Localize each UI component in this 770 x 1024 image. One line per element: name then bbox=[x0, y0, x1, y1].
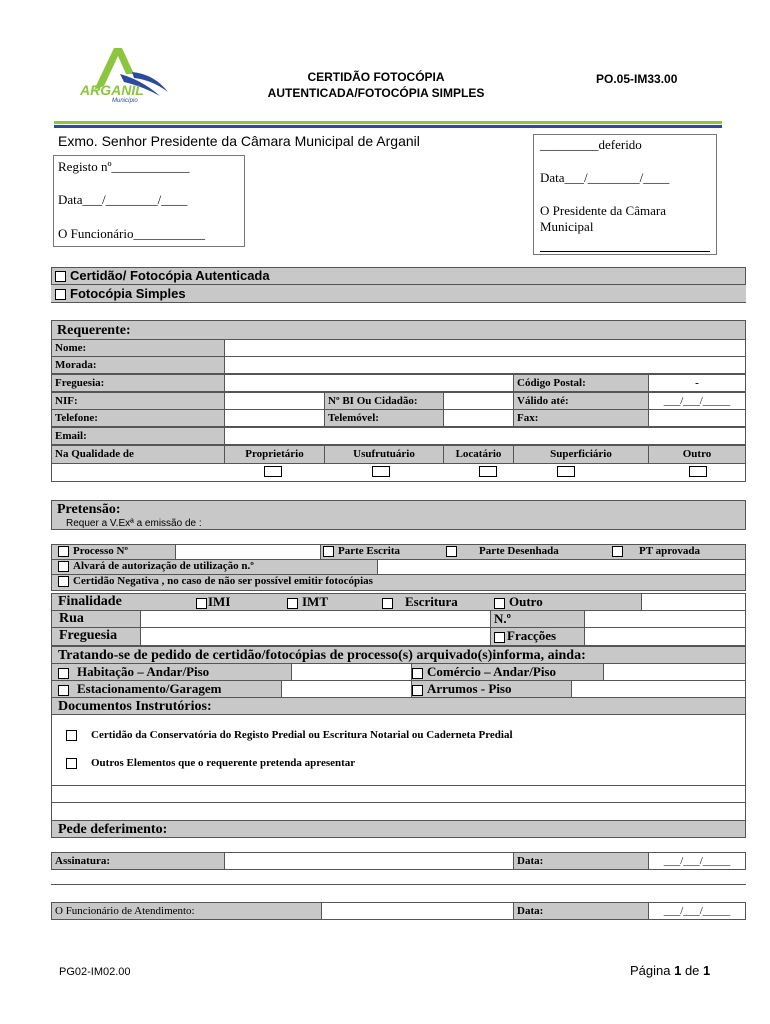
nif-label: NIF: bbox=[51, 392, 225, 410]
checkbox[interactable] bbox=[494, 632, 505, 643]
pede-title: Pede deferimento: bbox=[58, 822, 168, 837]
comercio-text: Comércio – Andar/Piso bbox=[427, 664, 557, 679]
requerente-title: Requerente: bbox=[57, 323, 131, 338]
deferido-field[interactable]: _________deferido bbox=[540, 137, 642, 152]
arrumos-input[interactable] bbox=[571, 680, 746, 698]
checkbox[interactable] bbox=[58, 561, 69, 572]
tratando-text: Tratando-se de pedido de certidão/fotocópias de processo(s) arquivado(s)informa, ainda: bbox=[58, 648, 586, 663]
qualidade-label: Na Qualidade de bbox=[51, 445, 225, 464]
documentos-header bbox=[51, 697, 746, 715]
freguesia-input[interactable] bbox=[224, 374, 514, 392]
bi-input[interactable] bbox=[443, 392, 514, 410]
checkbox[interactable] bbox=[494, 598, 505, 609]
finalidade-label: Finalidade bbox=[58, 594, 122, 609]
documento-item-1 bbox=[66, 729, 513, 741]
telemovel-input[interactable] bbox=[443, 409, 514, 427]
valido-label: Válido até: bbox=[513, 392, 649, 410]
title-line-1: CERTIDÃO FOTOCÓPIA bbox=[307, 70, 445, 84]
registo-field[interactable]: Registo nº____________ bbox=[58, 159, 190, 174]
pretensao-title: Pretensão: bbox=[57, 502, 121, 517]
habitacao-text: Habitação – Andar/Piso bbox=[77, 664, 210, 679]
page-number bbox=[630, 963, 710, 978]
estacionamento-text: Estacionamento/Garagem bbox=[77, 681, 222, 696]
assinatura-input[interactable] bbox=[224, 852, 514, 870]
checkbox[interactable] bbox=[382, 598, 393, 609]
checkbox[interactable] bbox=[66, 758, 77, 769]
page-prefix: Página bbox=[630, 963, 675, 978]
imt-text: IMT bbox=[302, 594, 328, 609]
nome-input[interactable] bbox=[224, 339, 746, 357]
documento-item-2-text: Outros Elementos que o requerente pretenda apresentar bbox=[91, 757, 356, 769]
habitacao-label bbox=[58, 664, 209, 680]
document-code: PO.05-IM33.00 bbox=[596, 72, 678, 86]
presidente-label: O Presidente da Câmara Municipal bbox=[540, 203, 666, 234]
alvara-text: Alvará de autorização de utilização n.º bbox=[73, 560, 254, 572]
nome-label: Nome: bbox=[51, 339, 225, 357]
alvara-label bbox=[58, 560, 254, 572]
checkbox[interactable] bbox=[287, 598, 298, 609]
escritura-text: Escritura bbox=[405, 594, 458, 609]
pretensao-header bbox=[51, 500, 746, 530]
deferido-box bbox=[533, 134, 717, 255]
telefone-input[interactable] bbox=[224, 409, 325, 427]
checkbox[interactable] bbox=[412, 685, 423, 696]
usufrutuario-checkbox[interactable] bbox=[372, 466, 390, 477]
numero-input[interactable] bbox=[584, 610, 746, 628]
morada-label: Morada: bbox=[51, 356, 225, 374]
bi-label: Nº BI Ou Cidadão: bbox=[324, 392, 444, 410]
outro-option bbox=[494, 594, 543, 610]
imt-option bbox=[287, 594, 328, 610]
alvara-input[interactable] bbox=[377, 559, 746, 575]
processo-input[interactable] bbox=[175, 544, 321, 560]
estacionamento-input[interactable] bbox=[281, 680, 412, 698]
option-simples-row[interactable] bbox=[51, 285, 746, 303]
checkbox[interactable] bbox=[58, 576, 69, 587]
parte-desenhada-label bbox=[446, 545, 559, 557]
qualidade-proprietario: Proprietário bbox=[224, 445, 325, 464]
checkbox[interactable] bbox=[196, 598, 207, 609]
arrumos-text: Arrumos - Piso bbox=[427, 681, 512, 696]
parte-desenhada-text: Parte Desenhada bbox=[479, 545, 559, 557]
checkbox[interactable] bbox=[58, 668, 69, 679]
requerente-header bbox=[51, 320, 746, 340]
outro-text: Outro bbox=[509, 594, 543, 609]
email-label: Email: bbox=[51, 427, 225, 445]
logo-subtext: Município bbox=[112, 98, 138, 104]
documentos-title: Documentos Instrutórios: bbox=[58, 699, 212, 714]
fraccoes-label bbox=[490, 627, 585, 646]
comercio-label bbox=[412, 664, 556, 680]
qualidade-checkbox-row bbox=[51, 463, 746, 482]
documento-item-1-text: Certidão da Conservatória do Registo Predial ou Escritura Notarial ou Caderneta Predial bbox=[91, 729, 513, 741]
telemovel-label: Telemóvel: bbox=[324, 409, 444, 427]
checkbox[interactable] bbox=[66, 730, 77, 741]
funcionario-atendimento-label: O Funcionário de Atendimento: bbox=[51, 902, 322, 920]
checkbox[interactable] bbox=[55, 289, 66, 300]
superficiario-checkbox[interactable] bbox=[557, 466, 575, 477]
habitacao-input[interactable] bbox=[291, 663, 412, 681]
funcionario-atendimento-input[interactable] bbox=[321, 902, 514, 920]
pede-header bbox=[51, 820, 746, 838]
qualidade-superficiario: Superficiário bbox=[513, 445, 649, 464]
outro-checkbox[interactable] bbox=[689, 466, 707, 477]
negativa-text: Certidão Negativa , no caso de não ser possível emitir fotocópias bbox=[73, 575, 373, 587]
negativa-label bbox=[58, 575, 373, 587]
numero-label: N.º bbox=[490, 610, 585, 628]
header-rule-blue bbox=[54, 125, 722, 128]
comercio-input[interactable] bbox=[603, 663, 746, 681]
checkbox[interactable] bbox=[55, 271, 66, 282]
option-simples-label: Fotocópia Simples bbox=[70, 286, 186, 301]
pt-aprovada-text: PT aprovada bbox=[639, 545, 701, 557]
documentos-blank-1[interactable] bbox=[51, 785, 746, 803]
header-rule-green bbox=[54, 121, 722, 124]
pret-freguesia-label: Freguesia bbox=[51, 627, 141, 646]
escritura-option bbox=[382, 594, 458, 610]
pt-aprovada-label bbox=[612, 545, 700, 557]
logo-text: ARGANIL bbox=[80, 82, 144, 98]
codigo-postal-input[interactable]: - bbox=[648, 374, 746, 392]
telefone-label: Telefone: bbox=[51, 409, 225, 427]
option-autenticada-row[interactable] bbox=[51, 267, 746, 285]
fraccoes-input[interactable] bbox=[584, 627, 746, 646]
tratando-row bbox=[51, 646, 746, 664]
funcionario-data-label: Data: bbox=[513, 902, 649, 920]
registo-box bbox=[53, 155, 245, 247]
morada-input[interactable] bbox=[224, 356, 746, 374]
rua-input[interactable] bbox=[140, 610, 491, 628]
rua-label: Rua bbox=[51, 610, 141, 628]
page-current: 1 bbox=[674, 963, 682, 978]
locatario-checkbox[interactable] bbox=[479, 466, 497, 477]
option-autenticada-label: Certidão/ Fotocópia Autenticada bbox=[70, 268, 270, 283]
assinatura-data-label: Data: bbox=[513, 852, 649, 870]
assinatura-data-input[interactable]: ___/___/_____ bbox=[648, 852, 746, 870]
page-mid: de bbox=[681, 963, 704, 978]
funcionario-data-input[interactable]: ___/___/_____ bbox=[648, 902, 746, 920]
separator-line bbox=[51, 884, 746, 885]
page-total: 1 bbox=[703, 963, 711, 978]
pretensao-subtitle: Requer a V.Exª a emissão de : bbox=[66, 518, 202, 529]
qualidade-usufrutuario: Usufrutuário bbox=[324, 445, 444, 464]
checkbox[interactable] bbox=[446, 546, 457, 557]
documentos-body bbox=[51, 714, 746, 786]
qualidade-locatario: Locatário bbox=[443, 445, 514, 464]
pret-freguesia-input[interactable] bbox=[140, 627, 491, 646]
proprietario-checkbox[interactable] bbox=[264, 466, 282, 477]
checkbox[interactable] bbox=[412, 668, 423, 679]
imi-text: IMI bbox=[208, 594, 231, 609]
parte-escrita-label bbox=[323, 545, 400, 557]
document-title bbox=[236, 69, 516, 101]
footer-code: PG02-IM02.00 bbox=[59, 966, 131, 978]
presidente-signature-line bbox=[540, 251, 710, 252]
nif-input[interactable] bbox=[224, 392, 325, 410]
title-line-2: AUTENTICADA/FOTOCÓPIA SIMPLES bbox=[267, 86, 485, 100]
address-line: Exmo. Senhor Presidente da Câmara Municipal de Arganil bbox=[58, 133, 420, 149]
fraccoes-text: Fracções bbox=[507, 628, 557, 643]
outro-input[interactable] bbox=[641, 593, 746, 611]
documento-item-2 bbox=[66, 757, 355, 769]
imi-option bbox=[196, 594, 230, 610]
valido-input[interactable]: ___/___/_____ bbox=[648, 392, 746, 410]
checkbox[interactable] bbox=[323, 546, 334, 557]
arrumos-label bbox=[412, 681, 512, 697]
qualidade-outro: Outro bbox=[648, 445, 746, 464]
assinatura-label: Assinatura: bbox=[51, 852, 225, 870]
registo-date-field[interactable]: Data___/________/____ bbox=[58, 192, 188, 207]
fax-label: Fax: bbox=[513, 409, 649, 427]
checkbox[interactable] bbox=[58, 546, 69, 557]
deferido-date-field[interactable]: Data___/________/____ bbox=[540, 170, 670, 185]
estacionamento-label bbox=[58, 681, 221, 697]
fax-input[interactable] bbox=[648, 409, 746, 427]
processo-label bbox=[58, 545, 128, 557]
documentos-blank-2[interactable] bbox=[51, 802, 746, 821]
registo-funcionario-field[interactable]: O Funcionário___________ bbox=[58, 226, 205, 241]
processo-text: Processo Nº bbox=[73, 545, 129, 557]
checkbox[interactable] bbox=[612, 546, 623, 557]
codigo-postal-label: Código Postal: bbox=[513, 374, 649, 392]
parte-escrita-text: Parte Escrita bbox=[338, 545, 400, 557]
checkbox[interactable] bbox=[58, 685, 69, 696]
freguesia-label: Freguesia: bbox=[51, 374, 225, 392]
email-input[interactable] bbox=[224, 427, 746, 445]
